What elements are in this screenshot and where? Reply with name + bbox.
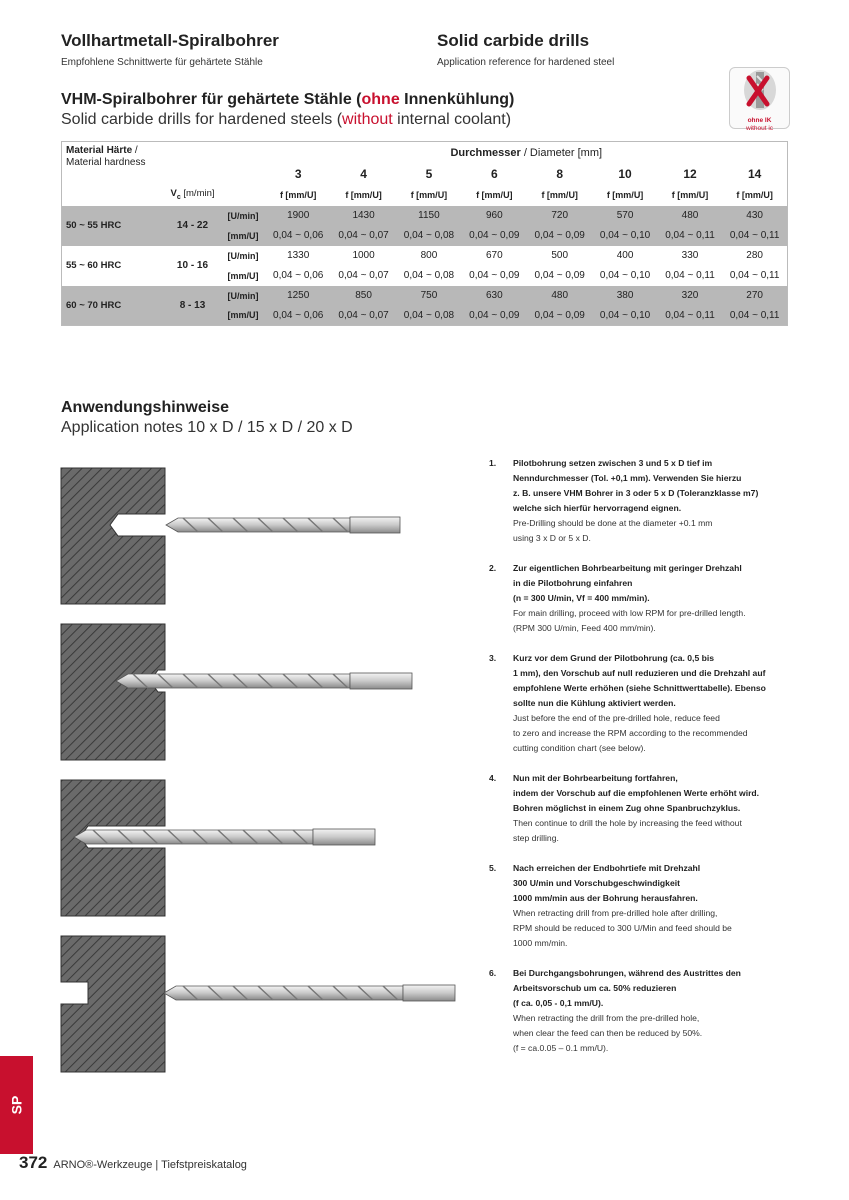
- feed-cell: 0,04 ~ 0,08: [396, 226, 461, 246]
- step-text-en: when clear the feed can then be reduced by 50%.: [513, 1028, 703, 1038]
- feed-cell: 0,04 ~ 0,10: [592, 306, 657, 326]
- rpm-cell: 400: [592, 246, 657, 266]
- diameter-cell: 12: [683, 166, 697, 181]
- material-label: Material Härte / Material hardness: [66, 145, 146, 168]
- step-text-en: cutting condition chart (see below).: [513, 743, 646, 753]
- no-coolant-badge: [729, 67, 790, 132]
- feed-cell: 0,04 ~ 0,07: [331, 306, 396, 326]
- step-text-de: Zur eigentlichen Bohrbearbeitung mit geringer Drehzahl: [513, 563, 742, 573]
- rpm-cell: 480: [658, 206, 723, 226]
- f-label: f [mm/U]: [736, 189, 773, 200]
- no-coolant-icon: [730, 68, 791, 112]
- title-en: Solid carbide drills: [437, 31, 590, 50]
- illustration-step-4: [61, 780, 375, 916]
- step-text-en: 1000 mm/min.: [513, 938, 568, 948]
- step-text-de: empfohlene Werte erhöhen (siehe Schnittwerttabelle). Ebenso: [513, 683, 766, 693]
- rpm-cell: 1900: [266, 206, 331, 226]
- f-label: f [mm/U]: [345, 189, 382, 200]
- vc-label: $V_c$ [m/min]: [170, 188, 215, 201]
- illustration-step-6: [61, 936, 455, 1072]
- step-number: 2.: [489, 563, 497, 573]
- step-text-de: sollte nun die Kühlung aktiviert werden.: [513, 698, 676, 708]
- table-row: [62, 206, 788, 226]
- feed-cell: 0,04 ~ 0,08: [396, 306, 461, 326]
- page-number: 372: [19, 1153, 48, 1172]
- feed-cell: 0,04 ~ 0,09: [527, 306, 592, 326]
- step-text-de: Nun mit der Bohrbearbeitung fortfahren,: [513, 773, 678, 783]
- unit-cell: [mm/U]: [226, 226, 266, 246]
- diameter-cell: 8: [556, 166, 564, 181]
- feed-cell: 0,04 ~ 0,11: [658, 266, 723, 286]
- step-text-de: Nenndurchmesser (Tol. +0,1 mm). Verwenden Sie hierzu: [513, 473, 742, 483]
- feed-cell: 0,04 ~ 0,09: [527, 226, 592, 246]
- rpm-cell: 430: [722, 206, 787, 226]
- unit-cell: [U/min]: [226, 206, 266, 226]
- application-steps: [489, 456, 789, 1071]
- feed-cell: 0,04 ~ 0,11: [658, 226, 723, 246]
- list-item: [489, 651, 789, 756]
- step-text-de: 300 U/min und Vorschubgeschwindigkeit: [513, 878, 680, 888]
- rpm-cell: 280: [722, 246, 787, 266]
- illustration-step-1: [61, 468, 400, 604]
- unit-cell: [U/min]: [226, 286, 266, 306]
- rpm-cell: 1430: [331, 206, 396, 226]
- rpm-cell: 320: [658, 286, 723, 306]
- rpm-cell: 960: [462, 206, 527, 226]
- step-text-de: Nach erreichen der Endbohrtiefe mit Drehzahl: [513, 863, 701, 873]
- vc-cell: 14 - 22: [160, 206, 226, 246]
- section-title-en: Solid carbide drills for hardened steels (without internal coolant): [61, 111, 512, 128]
- material-cell: 55 ~ 60 HRC: [62, 246, 160, 286]
- diameter-cell: 3: [294, 166, 302, 181]
- step-text-de: 1 mm), den Vorschub auf null reduzieren und die Drehzahl auf: [513, 668, 766, 678]
- step-number: 5.: [489, 863, 497, 873]
- section-title-de: VHM-Spiralbohrer für gehärtete Stähle (ohne Innenkühlung): [61, 91, 515, 108]
- unit-cell: [mm/U]: [226, 306, 266, 326]
- section-tab-label: SP: [8, 1095, 25, 1115]
- rpm-cell: 1330: [266, 246, 331, 266]
- table-row: [62, 286, 788, 306]
- step-text-de: Arbeitsvorschub um ca. 50% reduzieren: [513, 983, 677, 993]
- rpm-cell: 1000: [331, 246, 396, 266]
- rpm-cell: 500: [527, 246, 592, 266]
- table-row: [62, 246, 788, 266]
- step-number: 6.: [489, 968, 497, 978]
- step-text-en: using 3 x D or 5 x D.: [513, 533, 591, 543]
- rpm-cell: 480: [527, 286, 592, 306]
- f-label: f [mm/U]: [410, 189, 448, 200]
- feed-cell: 0,04 ~ 0,07: [331, 226, 396, 246]
- step-text-en: to zero and increase the RPM according to the recommended: [513, 728, 748, 738]
- step-text-en: Just before the end of the pre-drilled hole, reduce feed: [513, 713, 720, 723]
- material-cell: 50 ~ 55 HRC: [62, 206, 160, 246]
- feed-cell: 0,04 ~ 0,11: [722, 306, 787, 326]
- feed-cell: 0,04 ~ 0,09: [462, 226, 527, 246]
- footer: [19, 1153, 247, 1173]
- feed-cell: 0,04 ~ 0,06: [266, 226, 331, 246]
- badge-line2: without ic: [745, 125, 774, 132]
- list-item: [489, 966, 789, 1056]
- list-item: [489, 771, 789, 846]
- vc-cell: 10 - 16: [160, 246, 226, 286]
- rpm-cell: 850: [331, 286, 396, 306]
- rpm-cell: 570: [592, 206, 657, 226]
- rpm-cell: 720: [527, 206, 592, 226]
- diameter-cell: 10: [618, 166, 632, 181]
- step-text-de: (f ca. 0,05 - 0,1 mm/U).: [513, 998, 604, 1008]
- f-label: f [mm/U]: [279, 189, 317, 200]
- rpm-cell: 670: [462, 246, 527, 266]
- step-text-de: (n = 300 U/min, Vf = 400 mm/min).: [513, 593, 650, 603]
- badge-line1: ohne IK: [747, 117, 772, 124]
- cutting-data-table: [61, 141, 788, 326]
- unit-cell: [mm/U]: [226, 266, 266, 286]
- drill-1: [166, 517, 400, 533]
- f-label: f [mm/U]: [541, 189, 578, 200]
- step-text-en: Pre-Drilling should be done at the diameter +0.1 mm: [513, 518, 713, 528]
- rpm-cell: 1250: [266, 286, 331, 306]
- illustration-step-2: [61, 624, 412, 760]
- step-text-en: When retracting the drill from the pre-drilled hole,: [513, 1013, 700, 1023]
- table-header-row: [62, 142, 788, 164]
- section-tab[interactable]: [0, 1056, 33, 1154]
- rpm-cell: 800: [396, 246, 461, 266]
- feed-cell: 0,04 ~ 0,06: [266, 266, 331, 286]
- step-text-en: For main drilling, proceed with low RPM for pre-drilled length.: [513, 608, 746, 618]
- step-text-en: (f = ca.0.05 – 0.1 mm/U).: [513, 1043, 609, 1053]
- footer-text: ARNO®-Werkzeuge | Tiefstpreiskatalog: [53, 1159, 247, 1171]
- step-text-en: step drilling.: [513, 833, 559, 843]
- diameter-cell: 5: [425, 166, 433, 181]
- rpm-cell: 630: [462, 286, 527, 306]
- f-label: f [mm/U]: [606, 189, 644, 200]
- step-text-de: z. B. unsere VHM Bohrer in 3 oder 5 x D (Toleranzklasse m7): [513, 488, 759, 498]
- rpm-cell: 1150: [396, 206, 461, 226]
- diameter-cell: 4: [360, 166, 367, 181]
- list-item: [489, 861, 789, 951]
- drill-illustrations: [58, 462, 478, 1082]
- subtitle-en: Application reference for hardened steel: [437, 57, 615, 68]
- step-text-de: 1000 mm/min aus der Bohrung herausfahren.: [513, 893, 698, 903]
- unit-row: [62, 184, 788, 206]
- feed-cell: 0,04 ~ 0,07: [331, 266, 396, 286]
- feed-cell: 0,04 ~ 0,06: [266, 306, 331, 326]
- vc-cell: 8 - 13: [160, 286, 226, 326]
- f-label: f [mm/U]: [671, 189, 709, 200]
- diameter-label: Durchmesser / Diameter [mm]: [450, 146, 603, 159]
- feed-cell: 0,04 ~ 0,09: [462, 266, 527, 286]
- step-text-de: Bei Durchgangsbohrungen, während des Austrittes den: [513, 968, 741, 978]
- subtitle-de: Empfohlene Schnittwerte für gehärtete Stähle: [61, 57, 263, 68]
- feed-cell: 0,04 ~ 0,11: [722, 266, 787, 286]
- step-number: 4.: [489, 773, 497, 783]
- feed-cell: 0,04 ~ 0,10: [592, 226, 657, 246]
- feed-cell: 0,04 ~ 0,11: [722, 226, 787, 246]
- step-number: 1.: [489, 458, 497, 468]
- list-item: [489, 456, 789, 546]
- feed-cell: 0,04 ~ 0,08: [396, 266, 461, 286]
- step-text-en: RPM should be reduced to 300 U/Min and feed should be: [513, 923, 732, 933]
- step-text-de: welche sich hierfür hervorragend eignen.: [513, 503, 682, 513]
- step-text-de: Bohren möglichst in einem Zug ohne Spanbruchzyklus.: [513, 803, 741, 813]
- f-label: f [mm/U]: [476, 189, 513, 200]
- rpm-cell: 330: [658, 246, 723, 266]
- notes-title-en: Application notes 10 x D / 15 x D / 20 x D: [61, 419, 353, 436]
- list-item: [489, 561, 789, 636]
- title-de: Vollhartmetall-Spiralbohrer: [61, 31, 279, 50]
- feed-cell: 0,04 ~ 0,10: [592, 266, 657, 286]
- step-text-en: When retracting drill from pre-drilled hole after drilling,: [513, 908, 718, 918]
- material-cell: 60 ~ 70 HRC: [62, 286, 160, 326]
- diameter-cell: 14: [747, 166, 762, 181]
- diameter-cell: 6: [490, 166, 498, 181]
- unit-cell: [U/min]: [226, 246, 266, 266]
- step-text-en: Then continue to drill the hole by increasing the feed without: [513, 818, 742, 828]
- step-text-de: Pilotbohrung setzen zwischen 3 und 5 x D tief im: [513, 458, 713, 468]
- feed-cell: 0,04 ~ 0,09: [462, 306, 527, 326]
- step-text-en: (RPM 300 U/min, Feed 400 mm/min).: [513, 623, 656, 633]
- step-text-de: indem der Vorschub auf die empfohlenen Werte erhöht wird.: [513, 788, 760, 798]
- step-number: 3.: [489, 653, 497, 663]
- feed-cell: 0,04 ~ 0,09: [527, 266, 592, 286]
- step-text-de: Kurz vor dem Grund der Pilotbohrung (ca. 0,5 bis: [513, 653, 715, 663]
- notes-title-de: Anwendungshinweise: [61, 399, 230, 416]
- rpm-cell: 270: [722, 286, 787, 306]
- step-text-de: in die Pilotbohrung einfahren: [513, 578, 633, 588]
- feed-cell: 0,04 ~ 0,11: [658, 306, 723, 326]
- rpm-cell: 750: [396, 286, 461, 306]
- rpm-cell: 380: [592, 286, 657, 306]
